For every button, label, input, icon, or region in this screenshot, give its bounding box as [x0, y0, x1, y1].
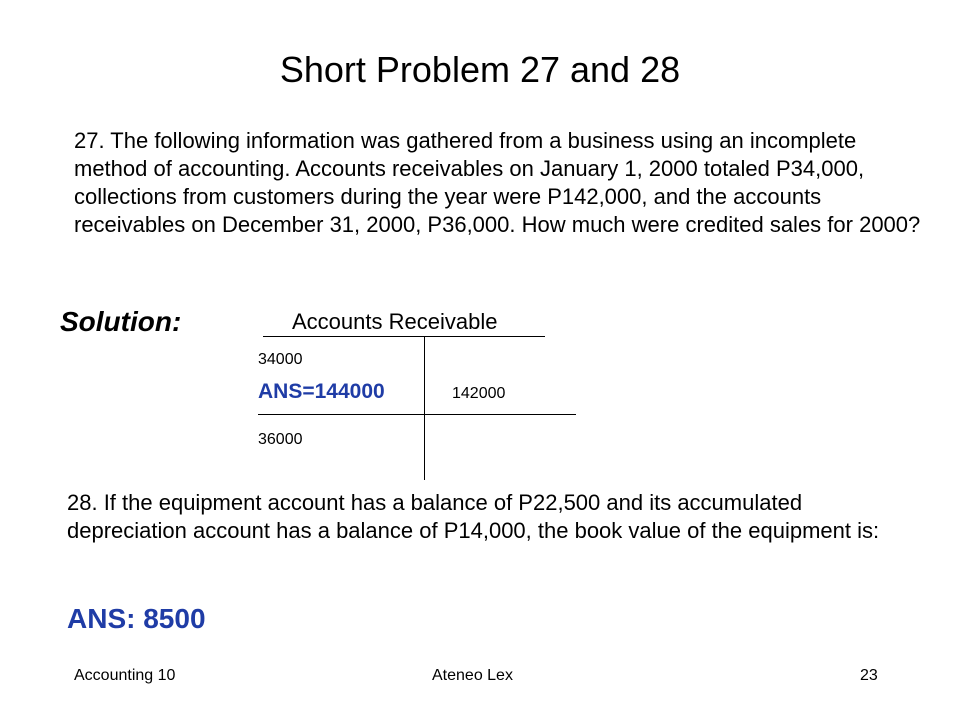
t-account-beginning-balance: 34000 [258, 351, 303, 368]
footer-institution: Ateneo Lex [432, 667, 513, 684]
t-account-balance-line [258, 414, 576, 415]
solution-label: Solution: [60, 306, 182, 337]
problem-28-answer: ANS: 8500 [67, 603, 206, 634]
t-account-collections: 142000 [452, 385, 506, 402]
t-account-answer: ANS=144000 [258, 380, 385, 403]
footer-page-number: 23 [860, 667, 878, 684]
t-account-ending-balance: 36000 [258, 431, 303, 448]
t-account-top-line [263, 336, 545, 337]
problem-28-text: 28. If the equipment account has a balance of P22,500 and its accumulated depreciation account has a balance of P14,000, the book value of the equipment is: [67, 490, 880, 543]
problem-27-text: 27. The following information was gathered from a business using an incomplete method of accounting. Accounts receivables on January 1, 2000 totaled P34,000, collections from customers during the year were P142,000, and the accounts receivables on December 31, 2000, P36,000. How much were credited sales for 2000? [74, 128, 921, 237]
t-account-vertical-line [424, 337, 425, 480]
t-account-title: Accounts Receivable [292, 309, 498, 334]
slide-title: Short Problem 27 and 28 [279, 49, 681, 90]
footer-course: Accounting 10 [74, 667, 176, 684]
